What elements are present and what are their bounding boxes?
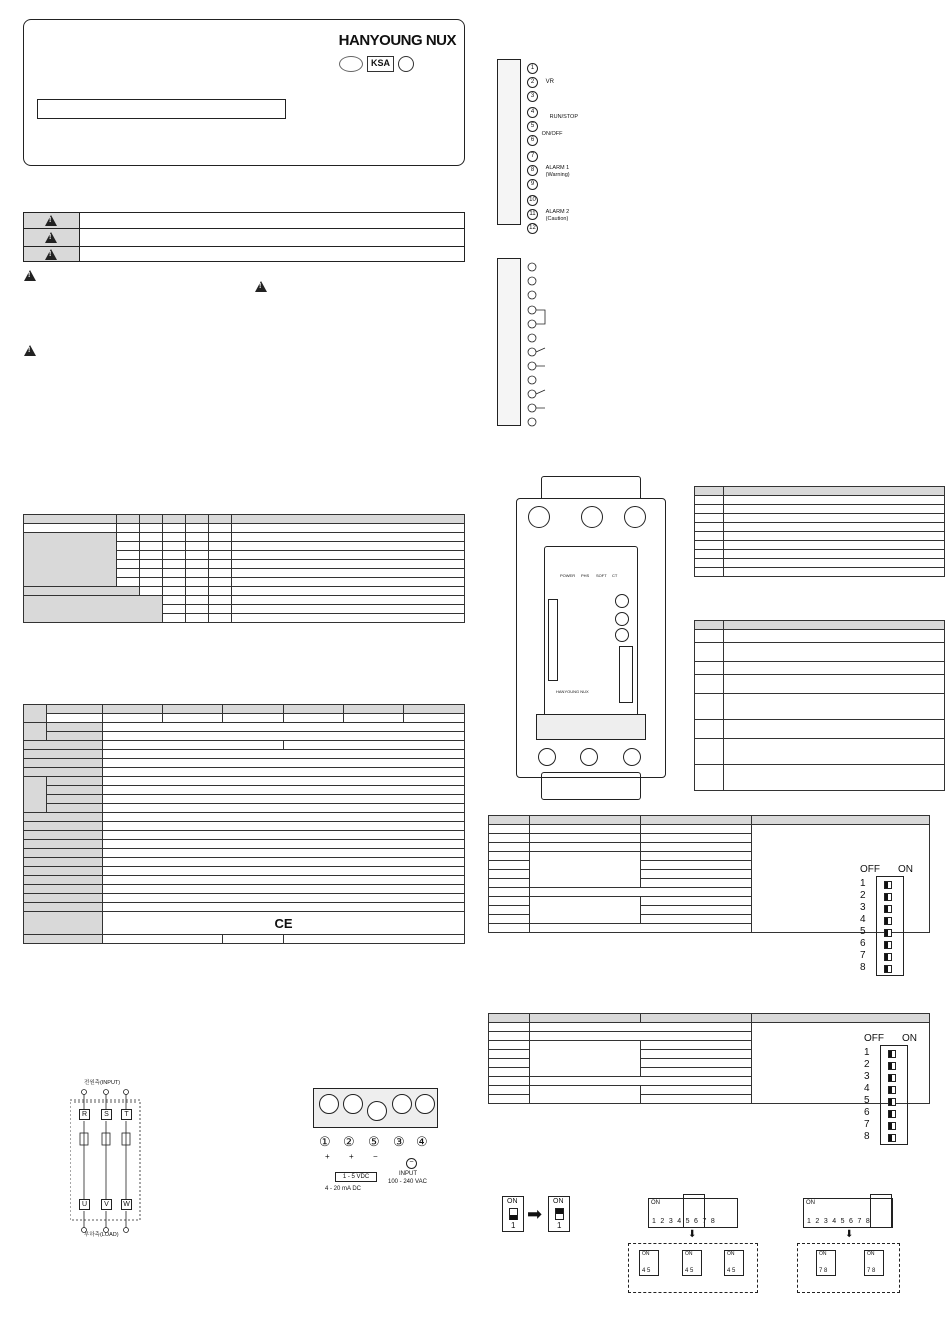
led-table	[694, 486, 945, 577]
terminal-num: 9	[527, 179, 538, 190]
dip-single-on	[548, 1196, 570, 1232]
terminal-3: ③	[393, 1134, 405, 1149]
phase-s: S	[101, 1109, 112, 1120]
one-text: 1	[557, 1221, 562, 1230]
kc-mark-icon	[398, 56, 414, 72]
wiring-diagram	[70, 1080, 160, 1240]
input-label: INPUT	[399, 1171, 417, 1177]
warning-icon	[45, 232, 57, 243]
sign-plus-1: +	[325, 1152, 330, 1161]
dip-numbers: 1 2 3 4 5 6 7 8	[860, 878, 866, 973]
terminal-num: 8	[527, 165, 538, 176]
terminal-num: 7	[527, 151, 538, 162]
off-label: OFF	[860, 864, 880, 875]
terminal-num: 12	[527, 223, 538, 234]
dip-diagram-1	[858, 864, 918, 979]
suffix-code-table	[23, 514, 465, 623]
led-label-soft: SOFT	[596, 573, 607, 578]
led-label-ct: CT	[612, 573, 618, 578]
terminal-strip	[497, 59, 521, 225]
on-label: ON	[898, 864, 913, 875]
warning-icon	[45, 249, 57, 260]
terminal-num: 3	[527, 91, 538, 102]
dip-options-45: ON 4 5 ON 4 5 ON 4 5	[628, 1243, 758, 1293]
dip-row-example-45: ON 12345678	[648, 1198, 738, 1228]
terminal-5: ⑤	[368, 1134, 380, 1149]
phase-u: U	[79, 1199, 90, 1210]
led-label-phs: PHS	[581, 573, 590, 578]
load-label: 부하측(LOAD)	[84, 1232, 119, 1238]
warning-row	[23, 228, 465, 247]
terminal-num: 4	[527, 107, 538, 118]
terminal-num: 10	[527, 195, 538, 206]
terminal-2: ②	[343, 1134, 355, 1149]
terminal-num: 11	[527, 209, 538, 220]
on-label: ON	[902, 1033, 917, 1044]
terminal-strip	[497, 258, 521, 426]
on-text: ON	[507, 1198, 518, 1205]
dip-options-78: ON 7 8 ON 7 8	[797, 1243, 900, 1293]
sign-minus: −	[373, 1152, 378, 1161]
vdc-label: 1 - 5 VDC	[335, 1172, 377, 1182]
safety-table	[23, 212, 465, 262]
certification-icons	[339, 56, 414, 72]
vac-label: 100 - 240 VAC	[388, 1179, 427, 1185]
terminal-circles-icon	[525, 260, 555, 428]
phase-v: V	[101, 1199, 112, 1210]
on-off-label: ON/OFF	[541, 131, 563, 137]
arrow-down-icon: ⬇	[845, 1229, 854, 1240]
alarm1-label: ALARM 1 (Warning)	[545, 165, 570, 178]
one-text: 1	[511, 1221, 516, 1230]
device-front-view	[516, 476, 666, 802]
phase-r: R	[79, 1109, 90, 1120]
dip-single-off	[502, 1196, 524, 1232]
led-label-power: POWER	[560, 573, 576, 578]
vr-label: VR	[545, 79, 555, 85]
dip-row-numbers: 12345678	[652, 1218, 720, 1225]
terminal-num: 2	[527, 77, 538, 88]
terminal-1: ①	[319, 1134, 331, 1149]
model-input-box	[37, 99, 286, 119]
ksa-mark: KSA	[367, 56, 394, 72]
brand-logo: HANYOUNG NUX	[338, 32, 456, 49]
ac-source-icon: ~	[406, 1158, 417, 1169]
phase-t: T	[121, 1109, 132, 1120]
cert-logo-icon	[339, 56, 363, 72]
danger-row	[23, 212, 465, 229]
control-input-diagram	[313, 1088, 438, 1203]
run-stop-label: RUN/STOP	[549, 114, 578, 120]
function-table	[694, 620, 945, 791]
header-box	[23, 19, 465, 166]
ce-mark: CE	[274, 915, 293, 931]
nameplate-brand: HANYOUNG NUX	[556, 689, 589, 694]
on-text: ON	[553, 1198, 564, 1205]
alarm2-label: ALARM 2 (Caution)	[545, 209, 570, 222]
terminal-number-column	[527, 63, 617, 237]
warning-icon	[24, 270, 36, 281]
caution-row	[23, 246, 465, 262]
dip-diagram-2	[862, 1033, 922, 1148]
dip-numbers: 1 2 3 4 5 6 7 8	[864, 1047, 870, 1142]
sign-plus-2: +	[349, 1152, 354, 1161]
off-label: OFF	[864, 1033, 884, 1044]
input-label: 전원측(INPUT)	[84, 1080, 121, 1086]
warning-icon	[24, 345, 36, 356]
warning-icon	[255, 281, 267, 292]
arrow-right-icon: ➡	[527, 1204, 543, 1224]
dip-row-numbers: 12345678	[807, 1218, 875, 1225]
ma-label: 4 - 20 mA DC	[325, 1186, 362, 1192]
terminal-num: 1	[527, 63, 538, 74]
dip-row-example-78: ON 12345678	[803, 1198, 893, 1228]
specification-table	[23, 704, 465, 944]
warning-icon	[45, 215, 57, 226]
arrow-down-icon: ⬇	[688, 1229, 697, 1240]
terminal-block	[313, 1088, 438, 1128]
terminal-num: 5	[527, 121, 538, 132]
terminal-num: 6	[527, 135, 538, 146]
phase-w: W	[121, 1199, 132, 1210]
terminal-4: ④	[416, 1134, 428, 1149]
